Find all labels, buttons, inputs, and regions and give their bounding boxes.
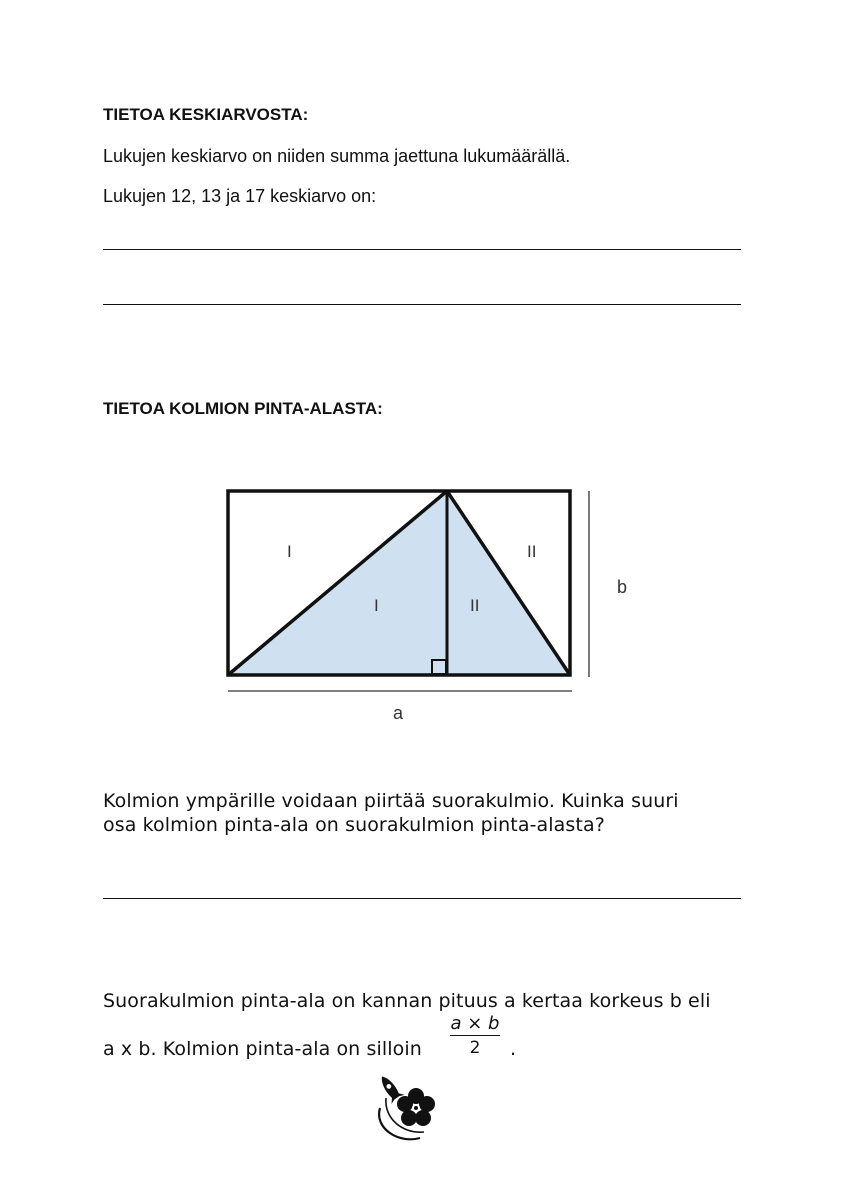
triangle-rectangle-figure — [210, 480, 650, 730]
fraction-denominator: 2 — [469, 1038, 481, 1058]
label-region-1-inner: I — [374, 596, 379, 615]
answer-line-1[interactable] — [103, 249, 741, 250]
explanation-line1: Suorakulmion pinta-ala on kannan pituus a kertaa korkeus b eli — [103, 990, 711, 1012]
explanation-line2: a x b. Kolmion pinta-ala on silloin — [103, 1038, 422, 1060]
heading-triangle-area: TIETOA KOLMION PINTA-ALASTA: — [103, 399, 383, 418]
average-definition: Lukujen keskiarvo on niiden summa jaettuna lukumäärällä. — [103, 146, 571, 166]
question2-line1: Kolmion ympärille voidaan piirtää suorakulmio. Kuinka suuri — [103, 790, 679, 812]
fraction-bar — [450, 1035, 500, 1036]
label-region-1-outer: I — [287, 542, 292, 561]
label-region-2-outer: II — [527, 542, 537, 561]
fraction-numerator: a × b — [450, 1013, 500, 1034]
heading-average: TIETOA KESKIARVOSTA: — [103, 105, 309, 124]
question2-line2: osa kolmion pinta-ala on suorakulmion pinta-alasta? — [103, 814, 605, 836]
answer-line-3[interactable] — [103, 898, 741, 899]
average-question: Lukujen 12, 13 ja 17 keskiarvo on: — [103, 186, 377, 206]
rocket-flower-logo-icon — [368, 1068, 444, 1144]
label-region-2-inner: II — [470, 596, 480, 615]
label-a: a — [393, 703, 404, 723]
label-b: b — [617, 577, 628, 597]
explanation-period: . — [510, 1038, 517, 1060]
triangle-fill — [228, 491, 570, 675]
answer-line-2[interactable] — [103, 304, 741, 305]
